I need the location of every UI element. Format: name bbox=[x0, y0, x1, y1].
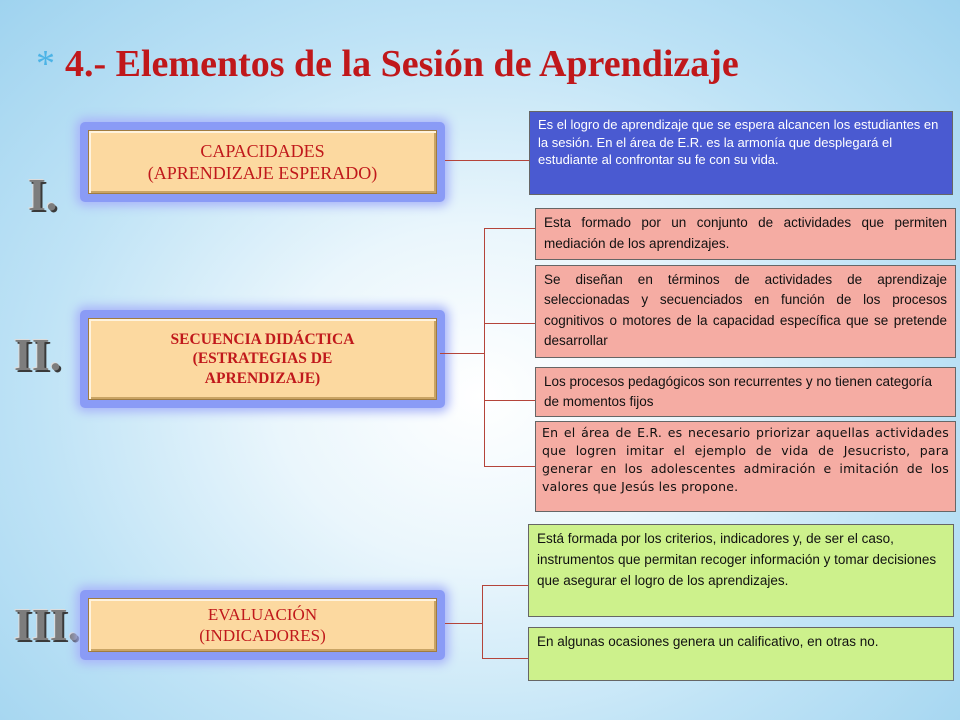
section-1-category-box bbox=[80, 122, 445, 202]
section-2-category-box bbox=[80, 310, 445, 408]
section-1-category-inner bbox=[88, 130, 437, 194]
section-1-category-title: CAPACIDADES bbox=[200, 140, 325, 161]
section-3-category-subtitle: (INDICADORES) bbox=[199, 626, 326, 645]
slide-title bbox=[36, 42, 739, 86]
connector-2-trunk bbox=[484, 228, 485, 466]
connector-2-branch-3 bbox=[484, 400, 535, 401]
section-2-description-4: En el área de E.R. es necesario priorizar aquellas actividades que logren imitar el ejemplo de vida de Jesucristo, para generar en los adolescentes admiración e imitación de los valores que Jesús les propone. bbox=[535, 421, 956, 512]
connector-3-branch-2 bbox=[482, 658, 528, 659]
connector-1 bbox=[445, 160, 529, 161]
section-3-description-2: En algunas ocasiones genera un calificativo, en otras no. bbox=[528, 627, 954, 681]
title-bullet: * bbox=[36, 43, 55, 85]
section-3-category-box bbox=[80, 590, 445, 660]
connector-3-branch-1 bbox=[482, 585, 528, 586]
section-1-description-1: Es el logro de aprendizaje que se espera alcancen los estudiantes en la sesión. En el área de E.R. es la armonía que desplegará el estudiante al confrontar su fe con su vida. bbox=[529, 111, 953, 195]
section-2-description-3: Los procesos pedagógicos son recurrentes y no tienen categoría de momentos fijos bbox=[535, 367, 956, 417]
section-2-description-1: Esta formado por un conjunto de actividades que permiten mediación de los aprendizajes. bbox=[535, 208, 956, 260]
section-3-category-title: EVALUACIÓN bbox=[207, 604, 318, 624]
connector-2-stem bbox=[440, 353, 485, 354]
connector-2-branch-1 bbox=[484, 228, 535, 229]
section-3-description-1: Está formada por los criterios, indicadores y, de ser el caso, instrumentos que permitan recoger información y tomar decisiones que asegurar el logro de los aprendizajes. bbox=[528, 524, 954, 617]
section-1-category-subtitle: (APRENDIZAJE ESPERADO) bbox=[147, 163, 378, 183]
section-2-category-subtitle-2: APRENDIZAJE) bbox=[204, 369, 321, 387]
section-2-category-inner bbox=[88, 318, 437, 400]
connector-2-branch-4 bbox=[484, 466, 535, 467]
section-2-description-2: Se diseñan en términos de actividades de aprendizaje seleccionadas y secuenciados en función de los procesos cognitivos o motores de la capacidad específica que se pretende desarrollar bbox=[535, 265, 956, 358]
connector-3-trunk bbox=[482, 585, 483, 658]
section-2-category-title: SECUENCIA DIDÁCTICA bbox=[170, 330, 355, 348]
connector-2-branch-2 bbox=[484, 323, 535, 324]
section-2-category-subtitle-1: (ESTRATEGIAS DE bbox=[192, 350, 333, 368]
connector-3-stem bbox=[445, 623, 483, 624]
section-1-numeral: I. bbox=[28, 169, 58, 220]
section-3-numeral: III. bbox=[14, 599, 80, 650]
section-3-category-inner bbox=[88, 598, 437, 652]
title-text: 4.- Elementos de la Sesión de Aprendizaje bbox=[65, 43, 739, 85]
section-2-numeral: II. bbox=[14, 329, 62, 380]
